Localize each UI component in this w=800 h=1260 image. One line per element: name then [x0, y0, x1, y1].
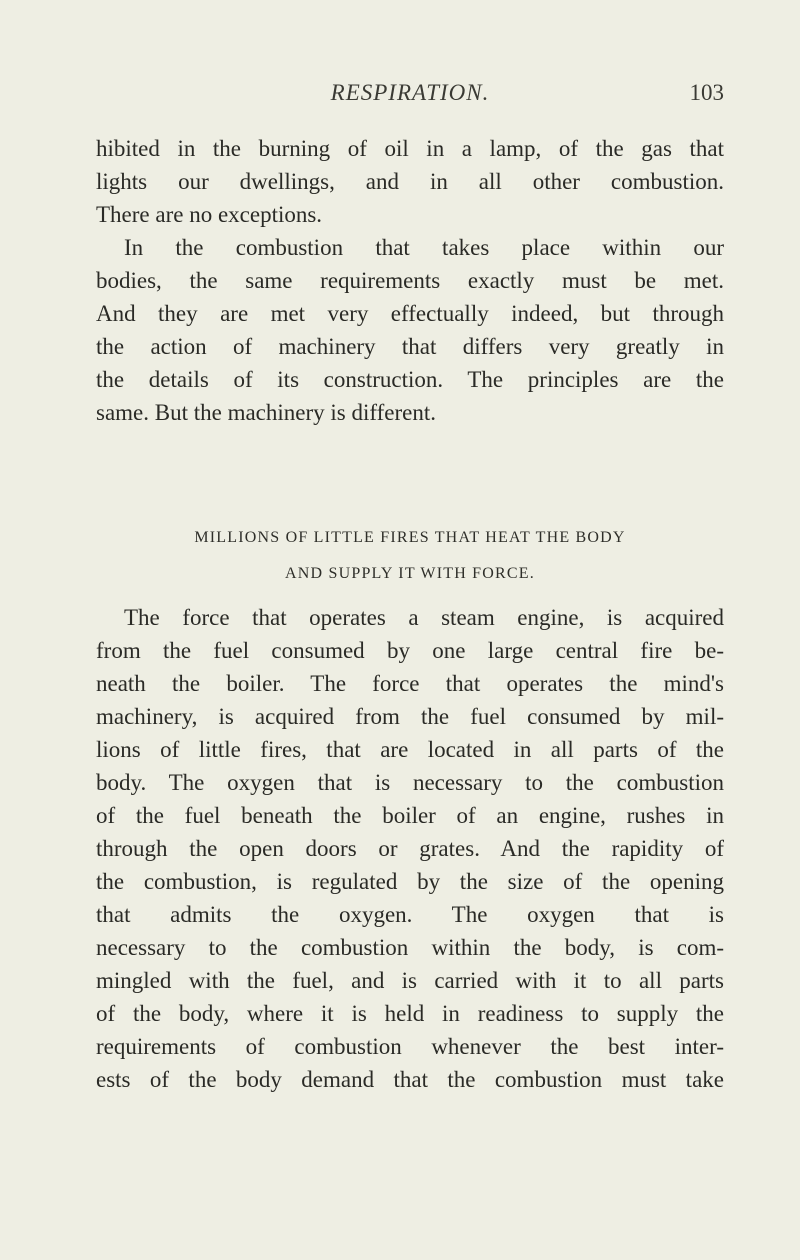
text-line: the combustion, is regulated by the size of the opening [96, 869, 724, 894]
text-line: lions of little fires, that are located in all parts of the [96, 737, 724, 762]
text-line: of the fuel beneath the boiler of an engine, rushes in [96, 803, 724, 828]
text-line: The force that operates a steam engine, is acquired [124, 605, 724, 630]
text-line: of the body, where it is held in readiness to supply the [96, 1001, 724, 1026]
text-line: same. But the machinery is different. [96, 400, 437, 425]
text-line: neath the boiler. The force that operates the mind's [96, 671, 724, 696]
text-line: the details of its construction. The principles are the [96, 367, 724, 392]
body-text-top [96, 132, 724, 429]
body-text-bottom [96, 601, 724, 1096]
text-line: In the combustion that takes place within our [124, 235, 724, 260]
text-line: lights our dwellings, and in all other combustion. [96, 169, 724, 194]
text-line: that admits the oxygen. The oxygen that is [96, 902, 724, 927]
text-line: through the open doors or grates. And the rapidity of [96, 836, 724, 861]
running-head [96, 80, 724, 116]
subheading-line: AND SUPPLY IT WITH FORCE. [285, 565, 535, 582]
page-number: 103 [689, 80, 724, 105]
text-line: necessary to the combustion within the body, is com- [96, 935, 724, 960]
text-line: requirements of combustion whenever the best inter- [96, 1034, 724, 1059]
text-line: And they are met very effectually indeed, but through [96, 301, 724, 326]
running-title: RESPIRATION. [330, 80, 490, 105]
text-line: bodies, the same requirements exactly must be met. [96, 268, 724, 293]
section-subheading [96, 520, 724, 592]
text-line: machinery, is acquired from the fuel consumed by mil- [96, 704, 724, 729]
text-line: mingled with the fuel, and is carried with it to all parts [96, 968, 724, 993]
text-line: body. The oxygen that is necessary to the combustion [96, 770, 724, 795]
text-line: hibited in the burning of oil in a lamp, of the gas that [96, 136, 724, 161]
subheading-line: MILLIONS OF LITTLE FIRES THAT HEAT THE BODY [194, 529, 626, 546]
text-line: ests of the body demand that the combustion must take [96, 1067, 724, 1092]
text-line: the action of machinery that differs very greatly in [96, 334, 724, 359]
text-line: There are no exceptions. [96, 202, 323, 227]
text-line: from the fuel consumed by one large central fire be- [96, 638, 724, 663]
